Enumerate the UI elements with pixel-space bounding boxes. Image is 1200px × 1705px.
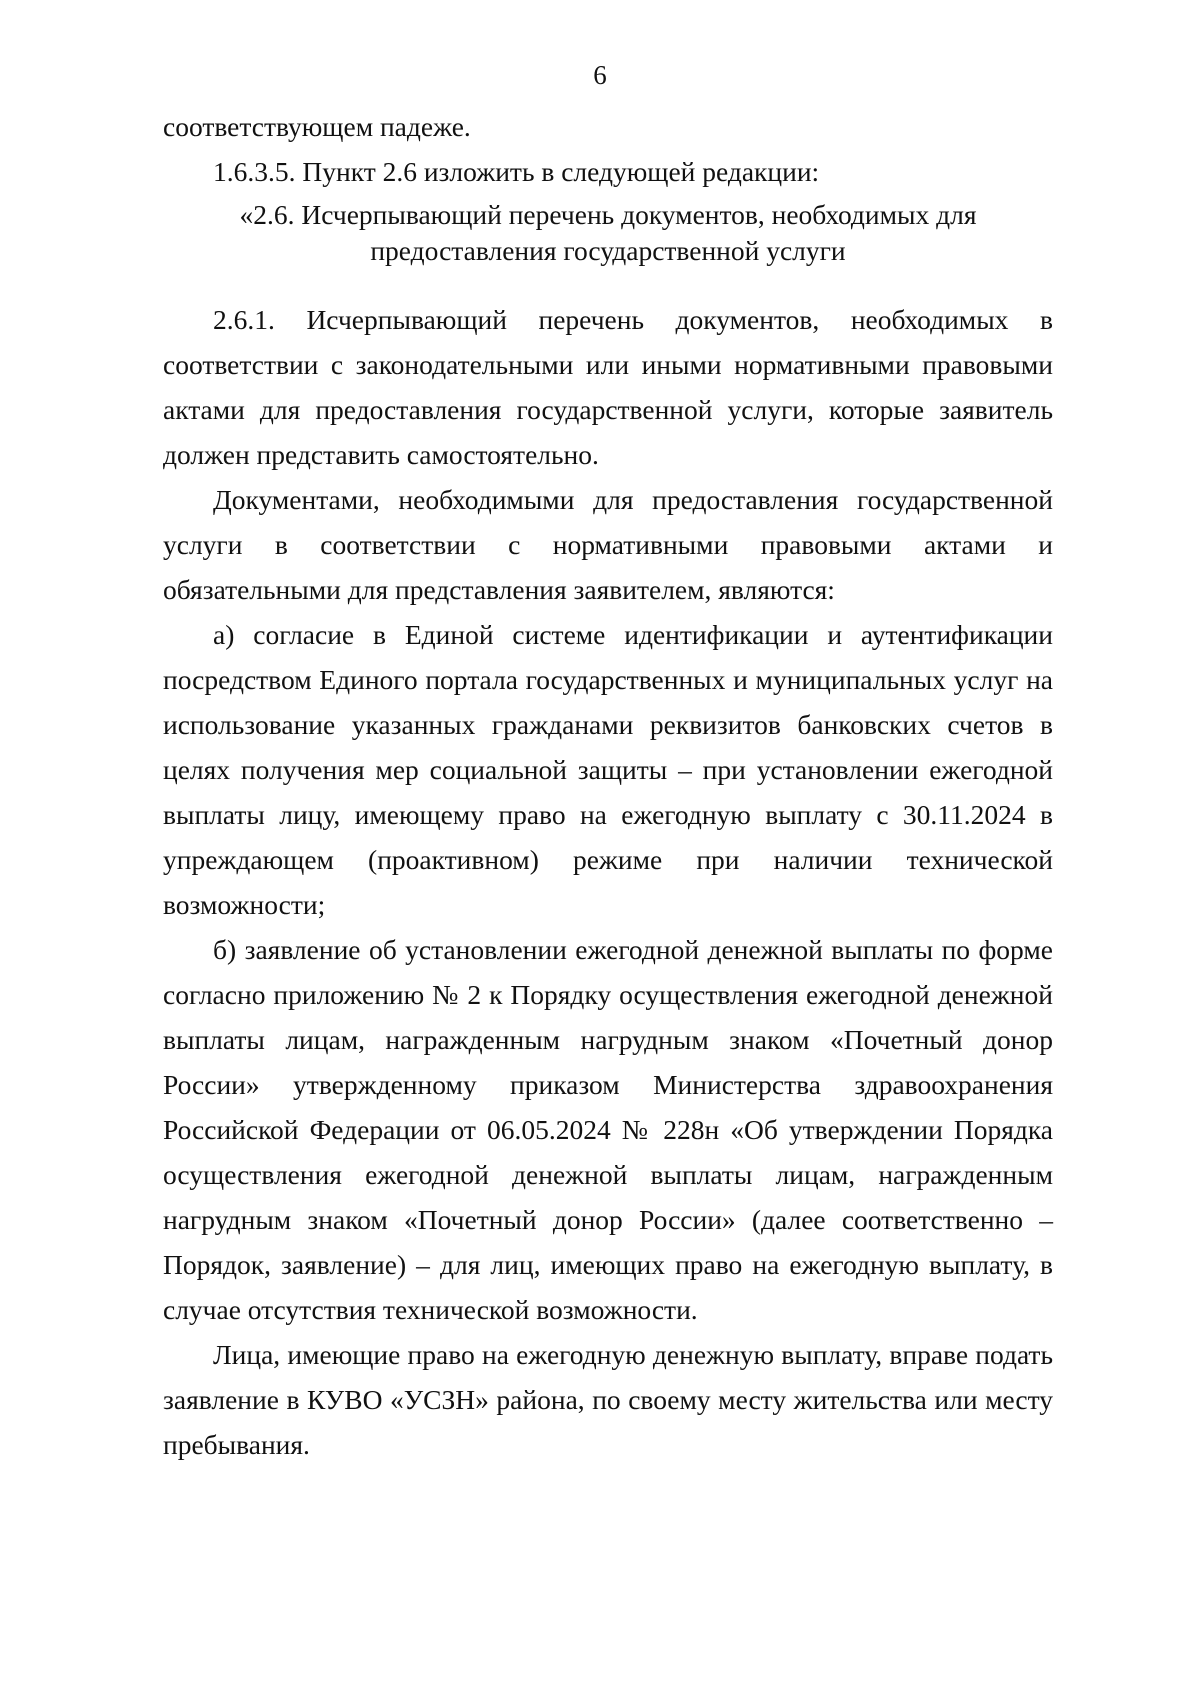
section-heading <box>163 197 1053 269</box>
text-block-body <box>163 297 1053 1467</box>
text-block-top <box>163 104 1053 194</box>
continuation-paragraph: соответствующем падеже. <box>163 111 471 142</box>
paragraph-persons: Лица, имеющие право на ежегодную денежную выплату, вправе подать заявление в КУВО «УСЗН» района, по своему месту жительства или месту пребывания. <box>163 1339 1053 1460</box>
paragraph-item-b: б) заявление об установлении ежегодной денежной выплаты по форме согласно приложению № 2 к Порядку осуществления ежегодной денежной выплаты лицам, награжденным нагрудным знаком «Почетный донор России» утвержденному приказом Министерства здравоохранения Российской Федерации от 06.05.2024 № 228н «Об утверждении Порядка осуществления ежегодной денежной выплаты лицам, награжденным нагрудным знаком «Почетный донор России» (далее соответственно – Порядок, заявление) – для лиц, имеющих право на ежегодную выплату, в случае отсутствия технической возможности. <box>163 934 1053 1325</box>
paragraph-documents: Документами, необходимыми для предоставления государственной услуги в соответствии с нормативными правовыми актами и обязательными для представления заявителем, являются: <box>163 484 1053 605</box>
section-heading-line-1: «2.6. Исчерпывающий перечень документов, необходимых для <box>239 199 977 230</box>
amendment-paragraph: 1.6.3.5. Пункт 2.6 изложить в следующей редакции: <box>213 156 820 187</box>
paragraph-2-6-1: 2.6.1. Исчерпывающий перечень документов, необходимых в соответствии с законодательными или иными нормативными правовыми актами для предоставления государственной услуги, которые заявитель должен представить самостоятельно. <box>163 304 1053 470</box>
paragraph-item-a: а) согласие в Единой системе идентификации и аутентификации посредством Единого портала государственных и муниципальных услуг на использование указанных гражданами реквизитов банковских счетов в целях получения мер социальной защиты – при установлении ежегодной выплаты лицу, имеющему право на ежегодную выплату с 30.11.2024 в упреждающем (проактивном) режиме при наличии технической возможности; <box>163 619 1053 920</box>
section-heading-line-2: предоставления государственной услуги <box>370 235 846 266</box>
page-number: 6 <box>593 60 607 90</box>
